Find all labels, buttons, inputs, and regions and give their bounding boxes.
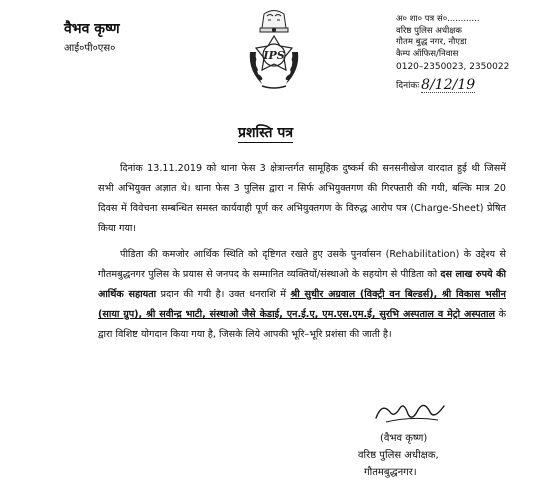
signatory-name: (वैभव कृष्ण) bbox=[380, 433, 428, 444]
letter-title: प्रशस्ति पत्र bbox=[238, 125, 294, 141]
ips-emblem-icon bbox=[240, 8, 308, 92]
signatory-district: गौतमबुद्धनगर। bbox=[364, 467, 417, 478]
paragraph-two-part3: के द्वारा विशिष्ट योगदान किया गया है, जिसके लिये आपकी भूरि–भूरि प्रशंसा की जाती है। bbox=[98, 309, 507, 340]
sender-service: आई०पी०एस० bbox=[64, 43, 116, 54]
paragraph-two-part2: प्रदान की गयी है। उक्त धनराशि में bbox=[156, 289, 291, 300]
sender-block bbox=[64, 20, 120, 56]
office-location: गौतम बुद्ध नगर, नौएडा bbox=[396, 37, 467, 48]
office-camp: कैम्प ऑफिस/निवास bbox=[396, 48, 459, 59]
sender-name: वैभव कृष्ण bbox=[64, 21, 120, 37]
financial-aid-amount: दस लाख रुपये की आर्थिक सहायता bbox=[98, 269, 506, 300]
signature-block bbox=[358, 430, 439, 481]
date-row bbox=[396, 78, 536, 93]
letter-body bbox=[98, 159, 506, 345]
office-phone: 0120–2350023, 2350022 bbox=[396, 62, 510, 73]
handwritten-signature-icon bbox=[372, 398, 448, 426]
contributors-list: श्री सुधीर अग्रवाल (विक्ट्री वन बिल्डर्स), श्री विकास भसीन (साया ग्रुप), श्री सवीन्द्र भाटी, संस्थाओ जैसे केडाई, एन.ई.ए, एम.एस.एम.ई, सुरभि अस्पताल व मेट्रो अस्पताल bbox=[98, 289, 506, 320]
emblem-letters: IPS bbox=[263, 49, 285, 62]
date-label: दिनांकः bbox=[396, 81, 420, 92]
signatory-designation: वरिष्ठ पुलिस अधीक्षक, bbox=[358, 450, 439, 461]
paragraph-two bbox=[98, 245, 506, 345]
office-designation: वरिष्ठ पुलिस अधीक्षक bbox=[396, 25, 462, 36]
paragraph-two-part1: पीडिता की कमजोर आर्थिक स्थिति को दृष्टिगत रखते हुए उसके पुनर्वासन (Rehabilitation) के उद्देश्य से गौतमबुद्धनगर पुलिस के प्रयास से जनपद के सम्मानित व्यक्तियों/संस्थाओ के सहयोग से पीडिता को bbox=[98, 249, 506, 280]
date-value: 8/12/19 bbox=[421, 76, 476, 93]
paragraph-one: दिनांक 13.11.2019 को थाना फेस 3 क्षेत्रान्तर्गत सामूहिक दुष्कर्म की सनसनीखेज वारदात हुई थी जिसमें सभी अभियुक्त अज्ञात थे। थाना फेस 3 पुलिस द्वारा न सिर्फ अभियुक्तगण की गिरफ्तारी की गयी, बल्कि मात्र 20 दिवस में विवेचना सम्बन्धित समस्त कार्यवाही पूर्ण कर अभियुक्तगण के विरुद्ध आरोप पत्र (Charge-Sheet) प्रेषित किया गया। bbox=[98, 163, 506, 234]
office-info-block bbox=[396, 14, 536, 93]
reference-number: अ० शा० पत्र सं०............ bbox=[396, 14, 480, 24]
